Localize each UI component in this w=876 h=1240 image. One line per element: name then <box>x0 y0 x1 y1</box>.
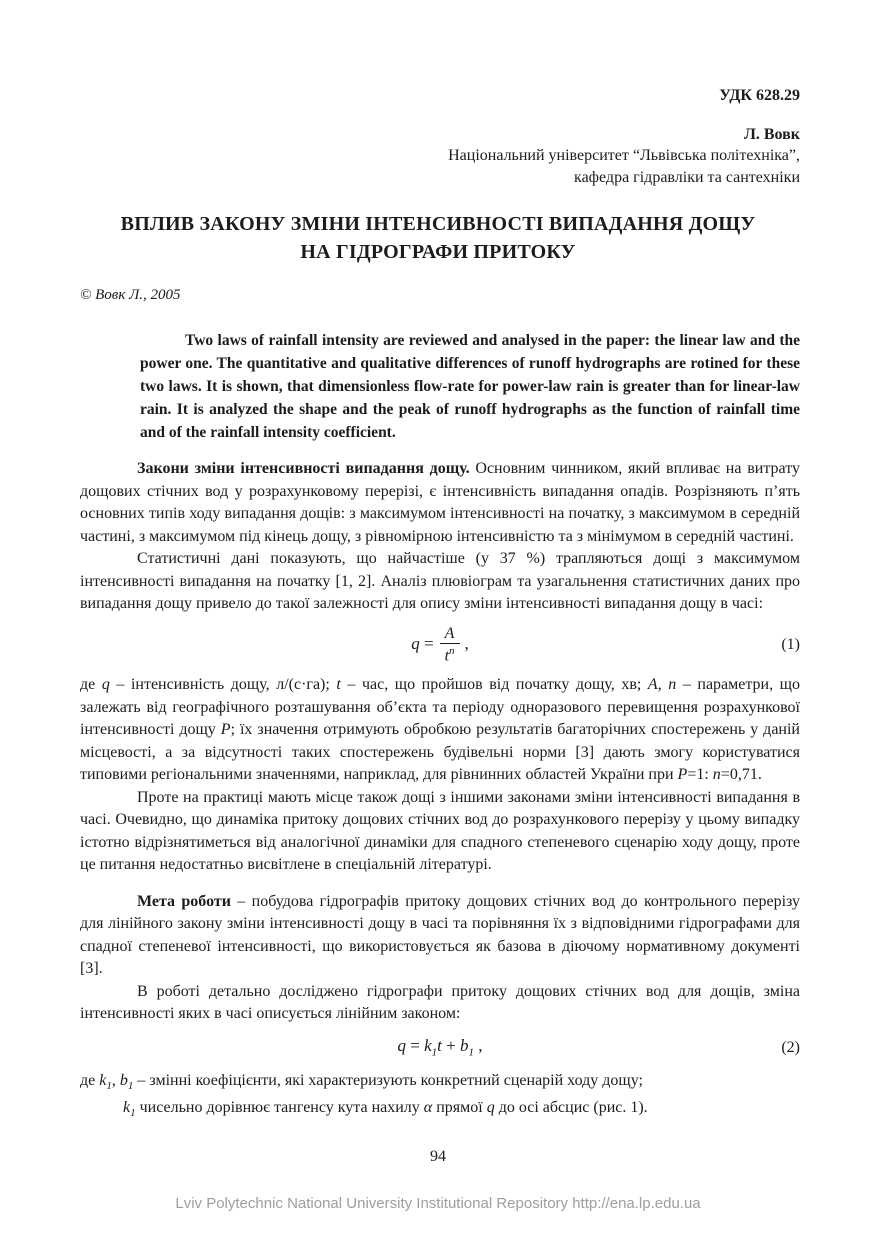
paper-title <box>60 210 816 266</box>
equation-1 <box>80 625 800 666</box>
paragraph-goal: Мета роботи – побудова гідрографів притоку дощових стічних вод до контрольного перерізу для лінійного закону зміни інтенсивності дощу в часі та порівняння їх з відповідними гідрографами для спадної степеневої інтенсивності, що використовується як базова в діючому нормативному документі [3]. <box>80 892 800 978</box>
repository-footer: Lviv Polytechnic National University Institutional Repository http://ena.lp.edu.ua <box>175 1195 701 1212</box>
paper-title-line-2: НА ГІДРОГРАФИ ПРИТОКУ <box>300 241 576 263</box>
fraction <box>440 625 460 666</box>
page-number: 94 <box>430 1148 446 1165</box>
equation-1-lhs: q = <box>411 633 434 653</box>
udc-code: УДК 628.29 <box>719 87 800 104</box>
paragraph-rain-laws: Закони зміни інтенсивності випадання дощу. Основним чинником, який впливає на витрату дощових стічних вод у розрахунковому перерізі, є інтенсивність випадання опадів. Розрізняють п’ять основних типів ходу випадання дощів: з максимумом інтенсивності на початку, з максимумом в середній частині, з максимумом під кінець дощу, з рівномірною інтенсивністю та з мінімумом в середній частині. <box>80 460 800 545</box>
equation-2-formula: $q = k_1t + b_1$ , <box>397 1036 483 1059</box>
paper-title-line-1: ВПЛИВ ЗАКОНУ ЗМІНИ ІНТЕНСИВНОСТІ ВИПАДАННЯ ДОЩУ <box>120 213 756 235</box>
copyright-note: © Вовк Л., 2005 <box>80 287 181 303</box>
equation-1-formula <box>411 625 469 666</box>
paragraph-other-laws: Проте на практиці мають місце також дощі з іншими законами зміни інтенсивності випадання в часі. Очевидно, що динаміка притоку дощових стічних вод до розрахункового перерізу у цьому випадку істотно відрізнятиметься від аналогічної динаміки для спадного степеневого сценарію ходу дощу, проте це питання недостатньо висвітлене в спеціальній літературі. <box>80 788 800 874</box>
paragraph-eq1-explanation: де q – інтенсивність дощу, л/(с·га); t – час, що пройшов від початку дощу, хв; A, n – параметри, що залежать від географічного розташування об’єкта та періоду одноразового перевищення розрахункової інтенсивності дощу P; їх значення отримують обробкою результатів багаторічних спостережень у даній місцевості, а за відсутності таких спостережень будівельні норми [3] дають змогу користуватися типовими регіональними значеннями, наприклад, для рівнинних областей України при P=1: n=0,71. <box>80 676 800 784</box>
equation-1-comma: , <box>464 633 469 653</box>
author-name: Л. Вовк <box>743 126 800 143</box>
paragraph-eq2-coefficients: де $k_1$, $b_1$ – змінні коефіцієнти, які характеризують конкретний сценарій ходу дощу; <box>80 1071 643 1092</box>
fraction-numerator: A <box>444 624 455 642</box>
article-body <box>80 458 800 1125</box>
equation-2 <box>80 1035 800 1061</box>
header-block <box>0 86 800 189</box>
affiliation-line-2: кафедра гідравліки та сантехніки <box>574 169 800 186</box>
abstract-text: Two laws of rainfall intensity are reviewed and analysed in the paper: the linear law and the power one. The quantitative and qualitative differences of runoff hydrographs are rotined for these two laws. It is shown, that dimensionless flow-rate for power-law rain is greater than for linear-law rain. It is analyzed the shape and the peak of runoff hydrographs as the function of rainfall time and of the rainfall intensity coefficient. <box>140 332 800 441</box>
equation-2-number: (2) <box>781 1038 800 1056</box>
affiliation-line-1: Національний університет “Львівська політехніка”, <box>448 147 800 164</box>
fraction-denominator: $t^n$ <box>440 643 460 665</box>
paragraph-research: В роботі детально досліджено гідрографи притоку дощових стічних вод для дощів, зміна інтенсивності яких в часі описується лінійним законом: <box>80 982 800 1023</box>
equation-1-number: (1) <box>781 635 800 653</box>
paragraph-statistics: Статистичні дані показують, що найчастіше (у 37 %) трапляються дощі з максимумом інтенсивності випадання на початку [1, 2]. Аналіз плювіограм та узагальнення статистичних даних про випадання дощу привело до такої залежності для опису зміни інтенсивності випадання дощу в часі: <box>80 550 800 612</box>
paragraph-eq2-slope: $k_1$ чисельно дорівнює тангенсу кута нахилу α прямої q до осі абсцис (рис. 1). <box>123 1099 648 1120</box>
